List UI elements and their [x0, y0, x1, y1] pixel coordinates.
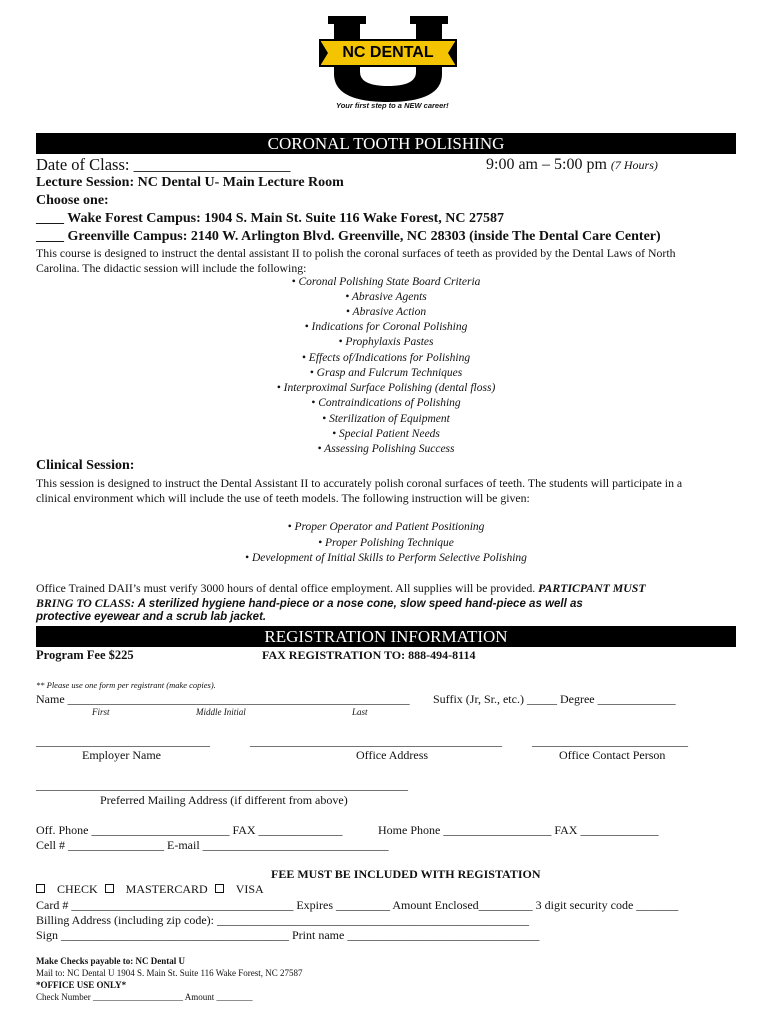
topic-item: • Interproximal Surface Polishing (dental floss) — [276, 382, 496, 394]
class-hours: (7 Hours) — [610, 158, 658, 172]
bring-to-class-line3: protective eyewear and a scrub lab jacket. — [36, 611, 267, 623]
lecture-description-line2: Carolina. The didactic session will include the following: — [36, 261, 307, 275]
one-form-note: ** Please use one form per registrant (make copies). — [36, 680, 216, 690]
nc-dental-u-logo — [318, 14, 458, 114]
office-note-text: Office Trained DAII’s must verify 3000 hours of dental office employment. All supplies will be provided. — [36, 581, 536, 595]
sign-print-name-field[interactable]: Sign ______________________________________ Print name ________________________________ — [36, 928, 540, 942]
billing-address-field[interactable]: Billing Address (including zip code): ____________________________________________________ — [36, 913, 529, 927]
clinical-item: • Proper Polishing Technique — [318, 537, 454, 549]
topic-item: • Sterilization of Equipment — [322, 413, 450, 425]
office-use-only: *OFFICE USE ONLY* — [36, 980, 127, 990]
topic-item: • Coronal Polishing State Board Criteria — [291, 276, 481, 288]
first-name-caption: First — [92, 707, 110, 717]
check-checkbox[interactable] — [36, 884, 45, 893]
office-address-field[interactable]: __________________________________________ — [250, 734, 502, 748]
topic-item: • Special Patient Needs — [332, 428, 440, 440]
bring-to-class-items: A sterilized hygiene hand-piece or a nose cone, slow speed hand-piece as well as — [137, 598, 583, 610]
logo-tagline: Your first step to a NEW career! — [336, 101, 449, 110]
payment-method-row — [36, 882, 264, 897]
topic-item: • Contraindications of Polishing — [311, 397, 461, 409]
clinical-item: • Proper Operator and Patient Positioning — [287, 521, 485, 533]
office-contact-caption: Office Contact Person — [559, 748, 666, 762]
logo-banner-text: NC DENTAL — [342, 44, 434, 61]
topic-item: • Assessing Polishing Success — [317, 443, 455, 455]
check-number-amount[interactable]: Check Number ____________________ Amount ________ — [36, 992, 253, 1002]
fee-must-be-included: FEE MUST BE INCLUDED WITH REGISTATION — [271, 867, 541, 881]
office-address-caption: Office Address — [356, 748, 429, 762]
mastercard-label: MASTERCARD — [125, 882, 208, 896]
program-fee: Program Fee $225 — [36, 648, 134, 662]
checks-payable-note: Make Checks payable to: NC Dental U — [36, 956, 185, 966]
office-trained-note — [36, 581, 646, 596]
topic-item: • Abrasive Agents — [345, 291, 427, 303]
office-contact-field[interactable]: __________________________ — [532, 734, 688, 748]
visa-label: VISA — [235, 882, 264, 896]
class-time-range: 9:00 am – 5:00 pm — [486, 156, 607, 173]
date-of-class-field[interactable]: Date of Class: ___________________ — [36, 155, 291, 174]
check-label: CHECK — [57, 882, 98, 896]
middle-initial-caption: Middle Initial — [196, 707, 246, 717]
topic-item: • Effects of/Indications for Polishing — [301, 352, 471, 364]
clinical-description-line2: clinical environment which will include the use of teeth models. The following instruction will be given: — [36, 491, 530, 505]
mail-to-address: Mail to: NC Dental U 1904 S. Main St. Suite 116 Wake Forest, NC 27587 — [36, 968, 303, 978]
choose-one-label: Choose one: — [36, 193, 109, 208]
participant-must-text: PARTICPANT MUST — [538, 581, 646, 595]
card-details-field[interactable]: Card # _____________________________________ Expires _________ Amount Enclosed_________ 3 digit security code _______ — [36, 898, 679, 912]
mailing-address-field[interactable]: ______________________________________________________________ — [36, 778, 408, 792]
bring-to-class-label: BRING TO CLASS: — [36, 596, 135, 610]
name-field[interactable]: Name _________________________________________________________ — [36, 692, 410, 706]
employer-name-field[interactable]: _____________________________ — [36, 734, 210, 748]
lecture-description-line1: This course is designed to instruct the dental assistant II to polish the coronal surfaces of teeth as provided by the Dental Laws of North — [36, 246, 676, 260]
section-title-coronal: CORONAL TOOTH POLISHING — [36, 133, 736, 154]
visa-checkbox[interactable] — [215, 884, 224, 893]
mailing-address-caption: Preferred Mailing Address (if different from above) — [100, 793, 348, 807]
class-time — [486, 156, 658, 174]
office-phone-fax-field[interactable]: Off. Phone _______________________ FAX ______________ — [36, 823, 343, 837]
clinical-session-heading: Clinical Session: — [36, 458, 135, 473]
topic-item: • Indications for Coronal Polishing — [304, 321, 468, 333]
bring-to-class-line — [36, 596, 583, 611]
lecture-session: Lecture Session: NC Dental U- Main Lecture Room — [36, 175, 344, 190]
suffix-degree-field[interactable]: Suffix (Jr, Sr., etc.) _____ Degree _____________ — [433, 692, 676, 706]
clinical-item: • Development of Initial Skills to Perform Selective Polishing — [245, 552, 527, 564]
employer-name-caption: Employer Name — [82, 748, 161, 762]
campus-option-wake-forest[interactable]: ____ Wake Forest Campus: 1904 S. Main St. Suite 116 Wake Forest, NC 27587 — [36, 211, 504, 226]
topic-item: • Grasp and Fulcrum Techniques — [309, 367, 463, 379]
cell-email-field[interactable]: Cell # ________________ E-mail _______________________________ — [36, 838, 389, 852]
fax-registration: FAX REGISTRATION TO: 888-494-8114 — [262, 648, 476, 662]
mastercard-checkbox[interactable] — [105, 884, 114, 893]
last-name-caption: Last — [352, 707, 368, 717]
topic-item: • Abrasive Action — [345, 306, 427, 318]
clinical-description-line1: This session is designed to instruct the Dental Assistant II to accurately polish coronal surfaces of teeth. The students will participate in a — [36, 476, 683, 490]
topic-item: • Prophylaxis Pastes — [338, 336, 434, 348]
campus-option-greenville[interactable]: ____ Greenville Campus: 2140 W. Arlington Blvd. Greenville, NC 28303 (inside The Dental Care Center) — [36, 229, 661, 244]
section-title-registration: REGISTRATION INFORMATION — [36, 626, 736, 647]
home-phone-fax-field[interactable]: Home Phone __________________ FAX _____________ — [378, 823, 659, 837]
